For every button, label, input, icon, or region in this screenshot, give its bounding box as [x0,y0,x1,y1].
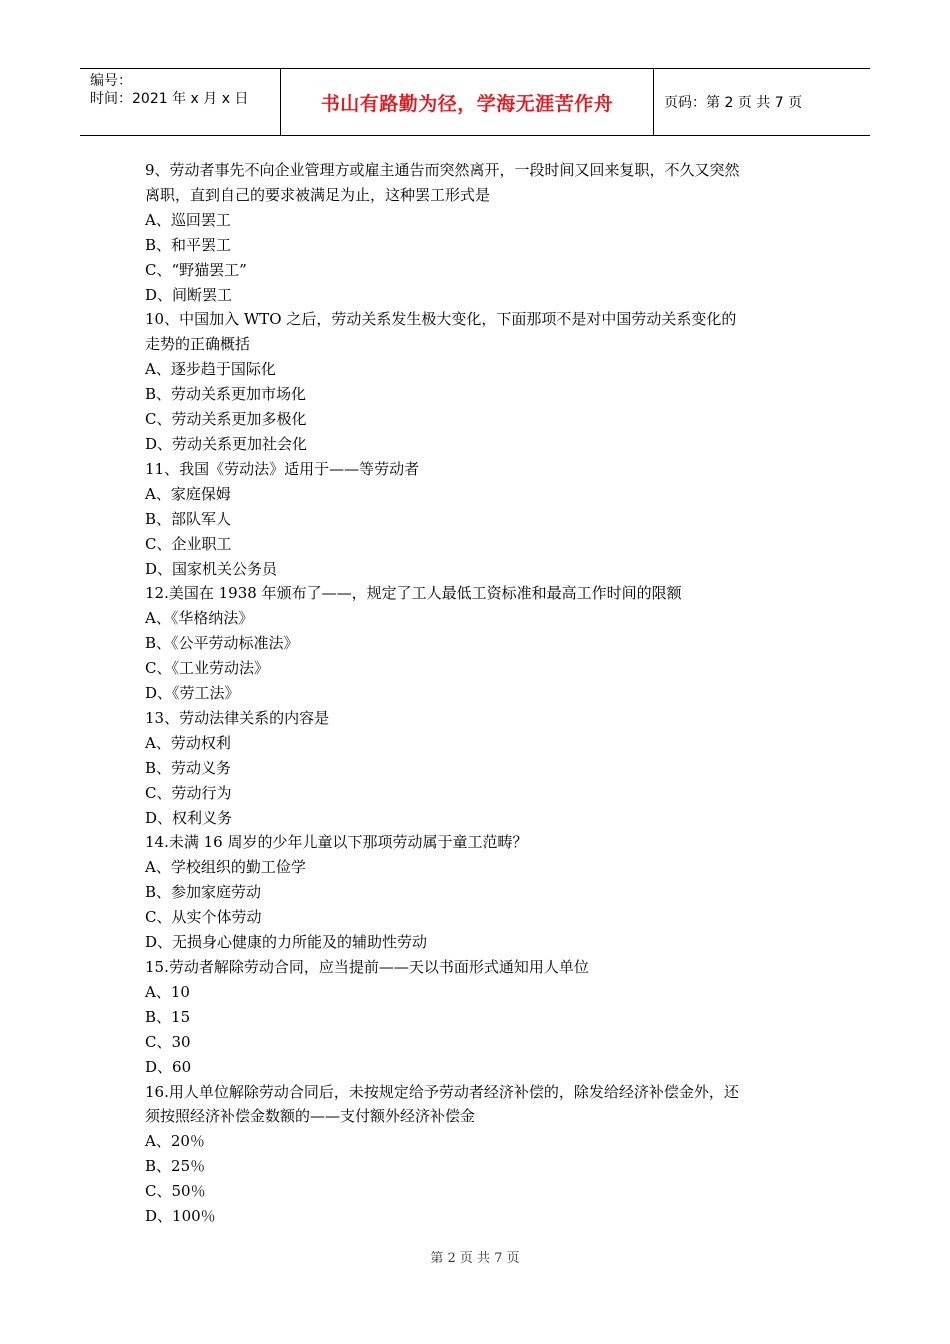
text-line: C、“野猫罢工” [145,260,247,279]
text-line: B、《公平劳动标准法》 [145,634,299,653]
text-line: A、10 [145,982,190,1001]
text-line: B、劳动关系更加市场化 [145,385,307,404]
text-line: B、部队军人 [145,509,232,528]
text-line: C、《工业劳动法》 [145,659,269,678]
number-label: 编号： [90,73,132,89]
text-line: D、间断罢工 [145,285,233,304]
text-line: C、劳动行为 [145,783,232,802]
text-line: D、权利义务 [145,808,233,827]
text-line: A、家庭保姆 [145,484,231,503]
text-line: D、《劳工法》 [145,684,240,703]
text-line: D、无损身心健康的力所能及的辅助性劳动 [145,933,428,952]
text-line: A、逐步趋于国际化 [145,360,276,379]
text-line: B、参加家庭劳动 [145,883,262,902]
text-line: 11、我国《劳动法》适用于——等劳动者 [145,459,420,478]
text-line: A、学校组织的勤工俭学 [145,858,306,877]
question-list [145,158,815,1229]
text-line: D、60 [145,1057,192,1076]
text-line: D、劳动关系更加社会化 [145,434,308,453]
text-line: D、国家机关公务员 [145,559,278,578]
text-line: 14.未满 16 周岁的少年儿童以下那项劳动属于童工范畴？ [145,833,528,852]
header-motto: 书山有路勤为径，学海无涯苦作舟 [281,69,654,135]
text-line: 13、劳动法律关系的内容是 [145,708,330,727]
text-line: C、30 [145,1032,191,1051]
text-line: 10、中国加入 WTO 之后，劳动关系发生极大变化，下面那项不是对中国劳动关系变化的 [145,310,737,329]
text-line: B、25％ [145,1157,206,1176]
text-line: B、劳动义务 [145,758,232,777]
header-page-info: 页码：第 2 页 共 7 页 [664,95,803,111]
text-line: C、50％ [145,1182,206,1201]
text-line: 离职，直到自己的要求被满足为止，这种罢工形式是 [145,185,491,204]
text-line: A、劳动权利 [145,733,231,752]
text-line: 16.用人单位解除劳动合同后，未按规定给予劳动者经济补偿的，除发给经济补偿金外，还 [145,1082,739,1101]
date-label: 时间：2021 年 x 月 x 日 [90,91,249,107]
text-line: C、从实个体劳动 [145,908,262,927]
text-line: D、100％ [145,1207,216,1226]
text-line: A、20％ [145,1132,205,1151]
text-line: C、企业职工 [145,534,232,553]
text-line: B、15 [145,1007,191,1026]
text-line: 9、劳动者事先不向企业管理方或雇主通告而突然离开，一段时间又回来复职，不久又突然 [145,161,740,179]
text-line: 12.美国在 1938 年颁布了——，规定了工人最低工资标准和最高工作时间的限额 [145,584,682,603]
text-line: 须按照经济补偿金数额的——支付额外经济补偿金 [145,1107,476,1126]
page-header [80,68,870,136]
text-line: C、劳动关系更加多极化 [145,410,307,429]
text-line: 15.劳动者解除劳动合同，应当提前——天以书面形式通知用人单位 [145,958,589,976]
text-line: B、和平罢工 [145,235,232,254]
text-line: A、巡回罢工 [145,210,231,229]
header-meta [80,69,281,135]
text-line: A、《华格纳法》 [145,609,254,628]
text-line: 走势的正确概括 [145,335,251,354]
page-footer: 第 2 页 共 7 页 [430,1251,520,1266]
